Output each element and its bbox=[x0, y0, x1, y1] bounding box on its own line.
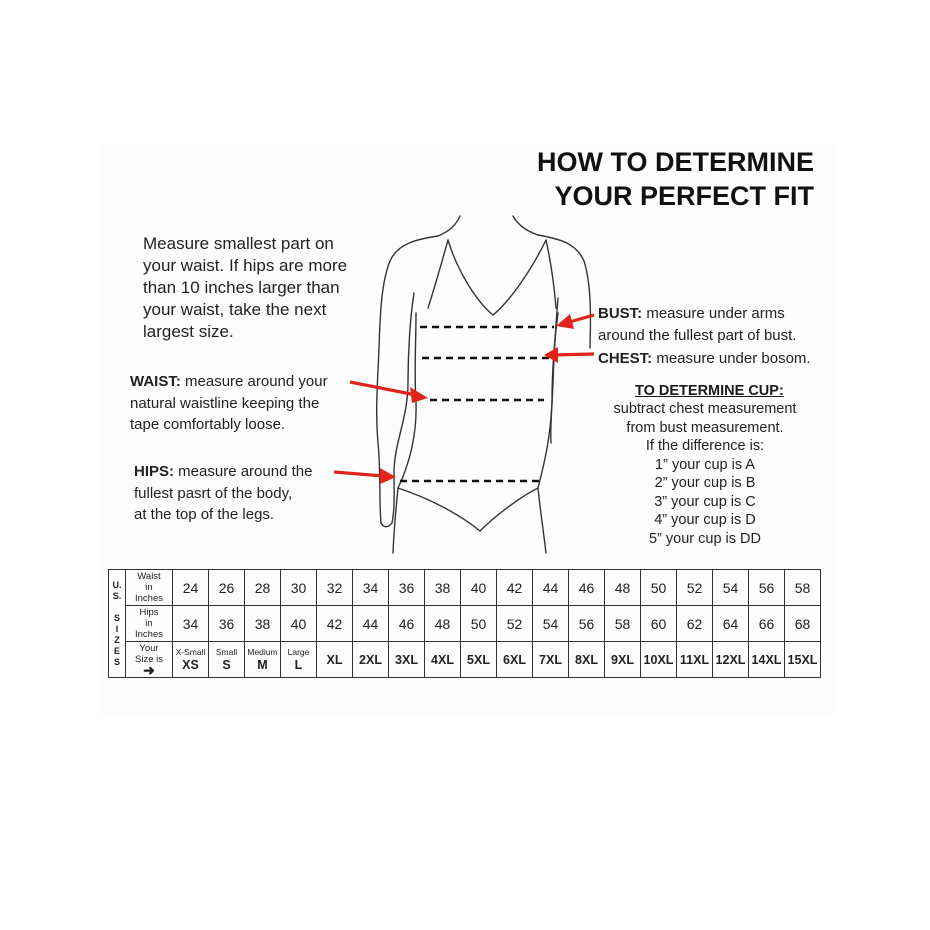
size-table bbox=[108, 569, 821, 678]
size-cell bbox=[713, 642, 749, 678]
bust-instructions: BUST: measure under arms around the fullest part of bust. bbox=[598, 305, 797, 344]
hips-cell: 62 bbox=[677, 606, 713, 642]
hips-cell: 54 bbox=[533, 606, 569, 642]
size-code: 8XL bbox=[575, 652, 598, 667]
size-cell bbox=[353, 642, 389, 678]
waist-cell: 58 bbox=[785, 570, 821, 606]
size-code: 5XL bbox=[467, 652, 490, 667]
hips-cell: 60 bbox=[641, 606, 677, 642]
size-code: M bbox=[257, 658, 268, 672]
size-cell bbox=[605, 642, 641, 678]
size-row-label: Your Size is ➜ bbox=[126, 642, 173, 678]
hips-cell: 50 bbox=[461, 606, 497, 642]
cup-heading: TO DETERMINE CUP: bbox=[635, 383, 784, 399]
bust-arrow-icon bbox=[556, 314, 574, 329]
hips-cell: 40 bbox=[281, 606, 317, 642]
size-name: Small bbox=[215, 647, 238, 657]
waist-cell: 56 bbox=[749, 570, 785, 606]
size-code: S bbox=[222, 658, 231, 672]
waist-cell: 38 bbox=[425, 570, 461, 606]
size-code: 2XL bbox=[359, 652, 382, 667]
waist-cell: 24 bbox=[173, 570, 209, 606]
size-row bbox=[109, 642, 821, 678]
hips-row-label: Hips in Inches bbox=[126, 606, 173, 642]
hips-cell: 52 bbox=[497, 606, 533, 642]
size-name: Large bbox=[287, 647, 310, 657]
right-arrow-icon: ➜ bbox=[143, 662, 155, 678]
size-code: 15XL bbox=[787, 652, 818, 667]
waist-cell: 46 bbox=[569, 570, 605, 606]
page-title: HOW TO DETERMINE YOUR PERFECT FIT bbox=[536, 147, 814, 211]
waist-row-label: Waist in Inches bbox=[126, 570, 173, 606]
size-cell bbox=[749, 642, 785, 678]
size-cell bbox=[389, 642, 425, 678]
size-cell bbox=[569, 642, 605, 678]
waist-cell: 54 bbox=[713, 570, 749, 606]
hips-instructions: HIPS: measure around the fullest pasrt of the body, at the top of the legs. bbox=[134, 463, 313, 523]
waist-cell: 52 bbox=[677, 570, 713, 606]
size-name: Medium bbox=[247, 647, 278, 657]
size-name: X-Small bbox=[175, 647, 206, 657]
hips-cell: 38 bbox=[245, 606, 281, 642]
size-code: XS bbox=[182, 658, 199, 672]
size-code: XL bbox=[326, 652, 343, 667]
waist-cell: 42 bbox=[497, 570, 533, 606]
size-code: 14XL bbox=[751, 652, 782, 667]
hips-cell: 58 bbox=[605, 606, 641, 642]
hips-cell: 44 bbox=[353, 606, 389, 642]
hips-cell: 42 bbox=[317, 606, 353, 642]
size-cell bbox=[677, 642, 713, 678]
hips-cell: 36 bbox=[209, 606, 245, 642]
waist-cell: 36 bbox=[389, 570, 425, 606]
hips-cell: 56 bbox=[569, 606, 605, 642]
waist-cell: 50 bbox=[641, 570, 677, 606]
size-code: 6XL bbox=[503, 652, 526, 667]
size-cell bbox=[641, 642, 677, 678]
size-code: 12XL bbox=[715, 652, 746, 667]
size-code: 11XL bbox=[679, 652, 710, 667]
size-cell bbox=[317, 642, 353, 678]
size-code: 3XL bbox=[395, 652, 418, 667]
size-cell bbox=[461, 642, 497, 678]
waist-row bbox=[109, 570, 821, 606]
us-sizes-label: U. S. S I Z E S bbox=[109, 570, 126, 678]
hips-row bbox=[109, 606, 821, 642]
hips-cell: 68 bbox=[785, 606, 821, 642]
size-cell bbox=[281, 642, 317, 678]
size-cell bbox=[173, 642, 209, 678]
waist-arrow-icon bbox=[410, 387, 428, 403]
size-code: 7XL bbox=[539, 652, 562, 667]
waist-cell: 44 bbox=[533, 570, 569, 606]
size-code: 4XL bbox=[431, 652, 454, 667]
cup-instructions: subtract chest measurement from bust measurement. If the difference is: 1” your cup is A 2” your cup is B 3” your cup is C 4” your cup is D 5” your cup is DD bbox=[613, 401, 797, 547]
chest-instructions: CHEST: measure under bosom. bbox=[598, 350, 811, 367]
waist-cell: 26 bbox=[209, 570, 245, 606]
size-cell bbox=[245, 642, 281, 678]
waist-cell: 28 bbox=[245, 570, 281, 606]
hips-cell: 48 bbox=[425, 606, 461, 642]
size-cell bbox=[425, 642, 461, 678]
waist-cell: 48 bbox=[605, 570, 641, 606]
waist-instructions: WAIST: measure around your natural waistline keeping the tape comfortably loose. bbox=[130, 373, 328, 433]
chest-arrow-icon bbox=[544, 347, 558, 363]
size-code: 10XL bbox=[643, 652, 674, 667]
hips-cell: 64 bbox=[713, 606, 749, 642]
size-code: L bbox=[294, 658, 303, 672]
size-cell bbox=[497, 642, 533, 678]
size-cell bbox=[785, 642, 821, 678]
intro-text: Measure smallest part on your waist. If hips are more than 10 inches larger than your waist, take the next largest size. bbox=[143, 234, 348, 341]
size-chart bbox=[98, 143, 834, 715]
size-cell bbox=[209, 642, 245, 678]
hips-cell: 46 bbox=[389, 606, 425, 642]
waist-cell: 32 bbox=[317, 570, 353, 606]
waist-cell: 34 bbox=[353, 570, 389, 606]
waist-cell: 30 bbox=[281, 570, 317, 606]
hips-cell: 66 bbox=[749, 606, 785, 642]
hips-cell: 34 bbox=[173, 606, 209, 642]
size-cell bbox=[533, 642, 569, 678]
waist-cell: 40 bbox=[461, 570, 497, 606]
size-code: 9XL bbox=[611, 652, 634, 667]
